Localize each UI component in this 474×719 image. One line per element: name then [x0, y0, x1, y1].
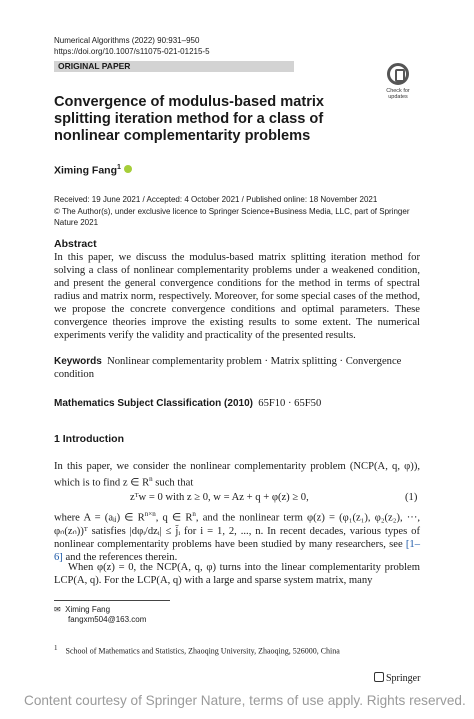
intro-p1-sup: n [149, 475, 153, 483]
equation-1: zᵀw = 0 with z ≥ 0, w = Az + q + φ(z) ≥ 0, [130, 492, 309, 503]
intro-p2-sup-a: n×n [144, 510, 156, 518]
intro-paragraph-2 [54, 508, 420, 564]
journal-citation: Numerical Algorithms (2022) 90:931–950 [54, 36, 200, 45]
courtesy-watermark: Content courtesy of Springer Nature, terms of use apply. Rights reserved. [24, 693, 466, 708]
springer-logo [374, 672, 420, 684]
intro-paragraph-1 [54, 460, 420, 490]
msc-codes: 65F10 · 65F50 [258, 398, 322, 409]
contact-email[interactable]: fangxm504@163.com [68, 615, 147, 624]
abstract-text: In this paper, we discuss the modulus-based matrix splitting iteration method for solving a class of nonlinear complementarity problems under a weakened condition, and present the general convergence conditions for the method in terms of spectral radius and matrix norm, respectively. Moreover, for some special cases of the method, we propose the concrete convergence conditions and optimal parameters. These convergence theories improve the existing results to some extent. The numerical experiments verify the validity and practicality of the presented results. [54, 252, 420, 341]
springer-horse-icon [374, 672, 384, 682]
equation-number: (1) [405, 492, 418, 503]
article-type-label: ORIGINAL PAPER [58, 61, 131, 71]
intro-p1-text-end: such that [152, 477, 194, 489]
citation-link[interactable]: [1–6] [54, 538, 420, 563]
affiliation-number: 1 [54, 644, 58, 652]
paper-title: Convergence of modulus-based matrix splitting iteration method for a class of nonlinear complementarity problems [54, 94, 325, 144]
history-dates: Received: 19 June 2021 / Accepted: 4 October 2021 / Published online: 18 November 2021 [54, 195, 378, 204]
abstract-heading: Abstract [54, 238, 97, 250]
intro-paragraph-3: When φ(z) = 0, the NCP(A, q, φ) turns into the linear complementarity problem LCP(A, q). For the LCP(A, q) with a large and sparse system matrix, many [54, 562, 420, 586]
intro-p2-text-a: where A = (aᵢⱼ) ∈ R [54, 512, 145, 524]
msc-line [54, 398, 321, 409]
intro-p2-sup-b: n [192, 510, 196, 518]
check-updates-badge[interactable] [378, 63, 418, 105]
footnote-rule [54, 600, 170, 601]
author-name[interactable]: Ximing Fang [54, 164, 117, 177]
publisher-name: Springer [386, 673, 421, 684]
intro-p2-text-d: and the references therein. [62, 551, 178, 563]
update-check-icon [387, 63, 409, 85]
orcid-icon[interactable] [124, 165, 132, 173]
intro-p1-text: In this paper, we consider the nonlinear complementarity problem (NCP(A, q, φ)), which is to find z ∈ R [54, 461, 420, 489]
article-type-bar [54, 61, 294, 72]
contact-name: Ximing Fang [65, 605, 111, 614]
check-updates-label: Check for updates [386, 88, 410, 100]
section-heading-introduction: 1 Introduction [54, 433, 124, 445]
doi-link[interactable]: https://doi.org/10.1007/s11075-021-01215-5 [54, 47, 210, 56]
intro-p2-text-b: , q ∈ R [155, 512, 193, 524]
keywords [54, 355, 420, 381]
copyright-line: © The Author(s), under exclusive licence to Springer Science+Business Media, LLC, part of Springer Nature 2021 [54, 206, 410, 227]
affiliation-mark: 1 [117, 164, 121, 171]
author-line [54, 164, 132, 177]
keywords-text: Nonlinear complementarity problem · Matrix splitting · Convergence condition [54, 356, 402, 380]
contact-block [54, 605, 146, 625]
affiliation-text: School of Mathematics and Statistics, Zhaoqing University, Zhaoqing, 526000, China [65, 646, 340, 656]
publication-dates [54, 194, 434, 229]
keywords-label: Keywords [54, 356, 102, 367]
envelope-icon: ✉ [54, 605, 61, 614]
intro-p2-text-c: , and the nonlinear term φ(z) = (φ₁(z₁), φ₂(z₂), ···, φₙ(zₙ))ᵀ satisfies |dφᵢ/dzᵢ| ≤ j̃ᵢ for i = 1, 2, ..., n. In recent decades, various types of nonlinear complementarity problems have been studied by many researchers, see [54, 512, 421, 550]
msc-label: Mathematics Subject Classification (2010) [54, 398, 253, 409]
affiliation-footnote [54, 643, 340, 657]
